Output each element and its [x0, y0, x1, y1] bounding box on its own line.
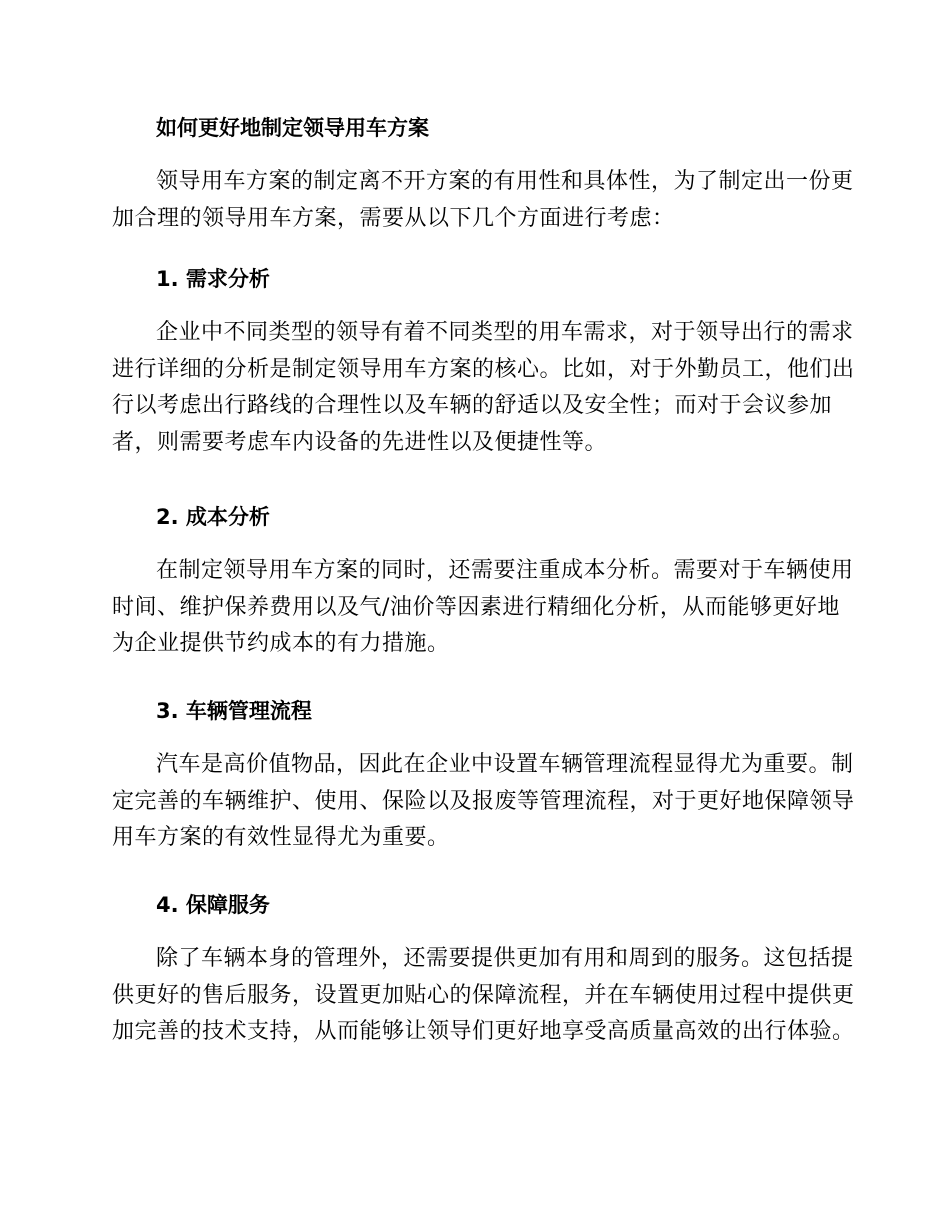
intro-paragraph: [112, 164, 854, 237]
paragraph-line: 时间、维护保养费用以及气/油价等因素进行精细化分析，从而能够更好地: [112, 594, 840, 620]
paragraph-line: 在制定领导用车方案的同时，还需要注重成本分析。需要对于车辆使用: [156, 558, 854, 583]
section-heading-vehicle-management: 3. 车辆管理流程: [156, 699, 312, 723]
paragraph-line: 进行详细的分析是制定领导用车方案的核心。比如，对于外勤员工，他们出: [112, 356, 855, 382]
paragraph-line: 定完善的车辆维护、使用、保险以及报废等管理流程，对于更好地保障领导: [112, 788, 855, 814]
paragraph-line: 为企业提供节约成本的有力措施。: [112, 631, 450, 656]
document-title: 如何更好地制定领导用车方案: [156, 116, 429, 140]
section-paragraph-cost-analysis: [112, 553, 854, 663]
paragraph-line: 加完善的技术支持，从而能够让领导们更好地享受高质量高效的出行体验。: [112, 1019, 855, 1044]
paragraph-line: 加合理的领导用车方案，需要从以下几个方面进行考虑：: [112, 205, 675, 231]
section-heading-support-service: 4. 保障服务: [156, 893, 270, 917]
paragraph-line: 企业中不同类型的领导有着不同类型的用车需求，对于领导出行的需求: [156, 320, 854, 345]
paragraph-line: 行以考虑出行路线的合理性以及车辆的舒适以及安全性；而对于会议参加: [112, 393, 833, 418]
section-heading-cost-analysis: 2. 成本分析: [156, 505, 270, 529]
section-paragraph-vehicle-management: [112, 747, 855, 857]
section-paragraph-support-service: [112, 941, 855, 1051]
section-heading-demand-analysis: 1. 需求分析: [156, 267, 270, 291]
paragraph-line: 汽车是高价值物品，因此在企业中设置车辆管理流程显得尤为重要。制: [156, 752, 854, 777]
paragraph-line: 领导用车方案的制定离不开方案的有用性和具体性，为了制定出一份更: [156, 169, 854, 194]
paragraph-line: 供更好的售后服务，设置更加贴心的保障流程，并在车辆使用过程中提供更: [112, 982, 855, 1008]
paragraph-line: 用车方案的有效性显得尤为重要。: [112, 825, 450, 850]
paragraph-line: 除了车辆本身的管理外，还需要提供更加有用和周到的服务。这包括提: [156, 946, 854, 971]
section-paragraph-demand-analysis: [112, 315, 855, 461]
paragraph-line: 者，则需要考虑车内设备的先进性以及便捷性等。: [112, 429, 608, 455]
